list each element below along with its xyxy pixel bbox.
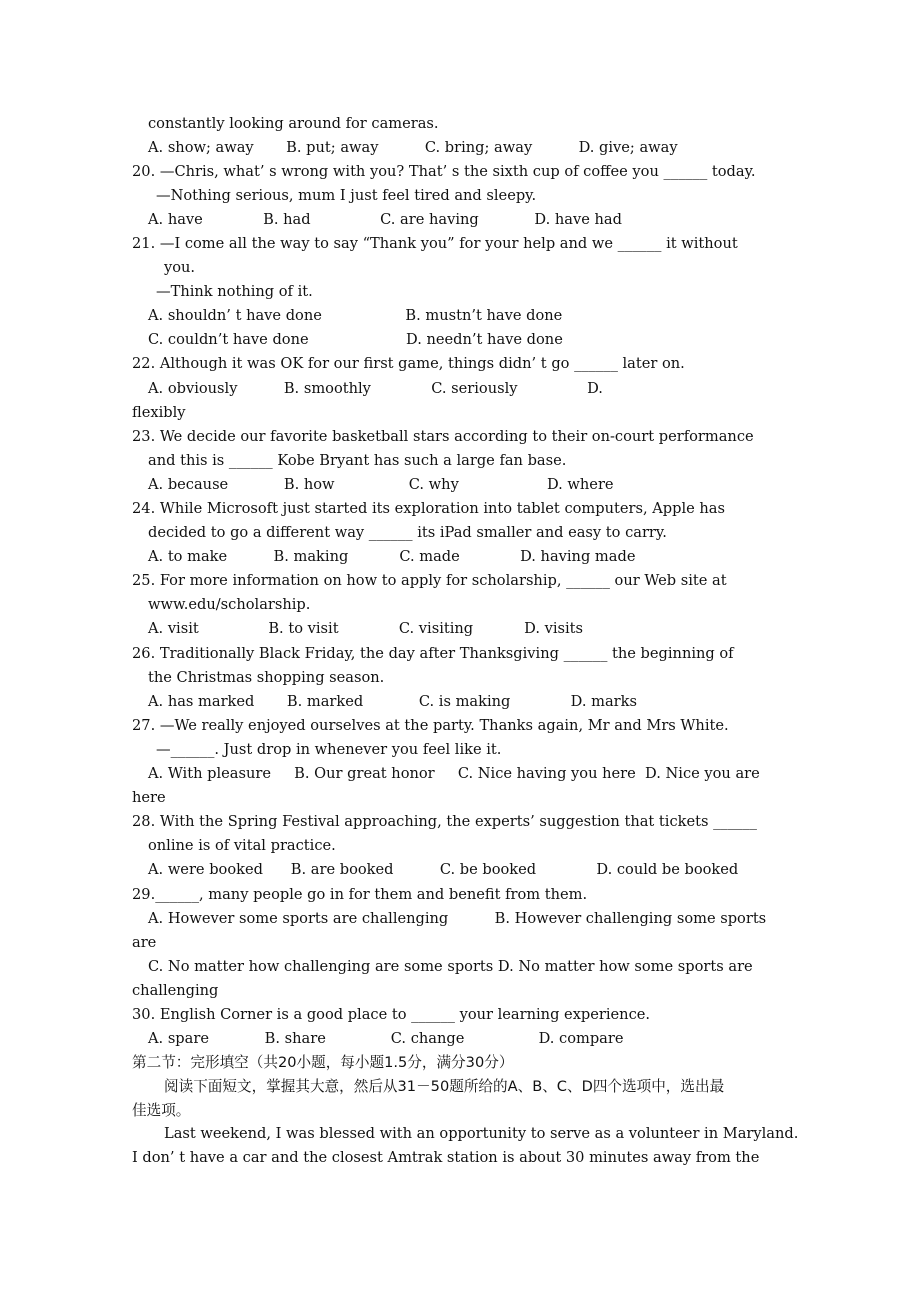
q26-question-cont: the Christmas shopping season. bbox=[148, 669, 385, 686]
q20-reply: —Nothing serious, mum I just feel tired and sleepy. bbox=[156, 187, 537, 204]
q29-options-ab-cont: are bbox=[132, 934, 157, 951]
q22-options: A. obviously B. smoothly C. seriously D. bbox=[148, 380, 603, 397]
q28-options: A. were booked B. are booked C. be booked D. could be booked bbox=[148, 861, 739, 878]
q21-question-cont: you. bbox=[164, 259, 196, 276]
q21-question: 21. —I come all the way to say “Thank you” for your help and we ______ it without bbox=[132, 235, 738, 252]
q21-options-cd: C. couldn’t have done D. needn’t have done bbox=[148, 331, 563, 348]
section-heading: 第二节：完形填空（共20小题，每小题1.5分，满分30分） bbox=[132, 1054, 514, 1071]
q28-question-cont: online is of vital practice. bbox=[148, 837, 336, 854]
q27-question: 27. —We really enjoyed ourselves at the party. Thanks again, Mr and Mrs White. bbox=[132, 717, 729, 734]
q23-options: A. because B. how C. why D. where bbox=[148, 476, 614, 493]
q22-options-cont: flexibly bbox=[132, 404, 186, 421]
q25-question-cont: www.edu/scholarship. bbox=[148, 596, 311, 613]
q27-options: A. With pleasure B. Our great honor C. Nice having you here D. Nice you are bbox=[148, 765, 760, 782]
q19-options: A. show; away B. put; away C. bring; away D. give; away bbox=[148, 139, 678, 156]
passage-line-2: I don’ t have a car and the closest Amtrak station is about 30 minutes away from the bbox=[132, 1149, 760, 1166]
q28-question: 28. With the Spring Festival approaching, the experts’ suggestion that tickets ______ bbox=[132, 813, 757, 830]
q22-question: 22. Although it was OK for our first game, things didn’ t go ______ later on. bbox=[132, 355, 685, 372]
q29-question: 29.______, many people go in for them and benefit from them. bbox=[132, 886, 588, 903]
q24-options: A. to make B. making C. made D. having made bbox=[148, 548, 636, 565]
q24-question: 24. While Microsoft just started its exploration into tablet computers, Apple has bbox=[132, 500, 725, 517]
q29-options-ab: A. However some sports are challenging B. However challenging some sports bbox=[148, 910, 767, 927]
q26-options: A. has marked B. marked C. is making D. marks bbox=[148, 693, 637, 710]
section-instructions: 阅读下面短文，掌握其大意，然后从31－50题所给的A、B、C、D四个选项中，选出最 bbox=[164, 1078, 725, 1095]
q21-options-ab: A. shouldn’ t have done B. mustn’t have done bbox=[148, 307, 563, 324]
q29-options-cd: C. No matter how challenging are some sports D. No matter how some sports are bbox=[148, 958, 753, 975]
q23-question-cont: and this is ______ Kobe Bryant has such a large fan base. bbox=[148, 452, 567, 469]
q25-question: 25. For more information on how to apply for scholarship, ______ our Web site at bbox=[132, 572, 727, 589]
q30-question: 30. English Corner is a good place to ______ your learning experience. bbox=[132, 1006, 651, 1023]
section-instructions-cont: 佳选项。 bbox=[132, 1102, 191, 1119]
q19-text-end: constantly looking around for cameras. bbox=[148, 115, 439, 132]
q27-reply: —______. Just drop in whenever you feel like it. bbox=[156, 741, 502, 758]
q21-reply: —Think nothing of it. bbox=[156, 283, 313, 300]
q24-question-cont: decided to go a different way ______ its iPad smaller and easy to carry. bbox=[148, 524, 667, 541]
q20-options: A. have B. had C. are having D. have had bbox=[148, 211, 622, 228]
q27-options-cont: here bbox=[132, 789, 166, 806]
q26-question: 26. Traditionally Black Friday, the day after Thanksgiving ______ the beginning of bbox=[132, 645, 734, 662]
q20-question: 20. —Chris, what’ s wrong with you? That’ s the sixth cup of coffee you ______ today. bbox=[132, 163, 756, 180]
q25-options: A. visit B. to visit C. visiting D. visits bbox=[148, 620, 584, 637]
q23-question: 23. We decide our favorite basketball stars according to their on-court performance bbox=[132, 428, 754, 445]
q30-options: A. spare B. share C. change D. compare bbox=[148, 1030, 624, 1047]
passage-line-1: Last weekend, I was blessed with an opportunity to serve as a volunteer in Maryland. bbox=[164, 1125, 799, 1142]
q29-options-cd-cont: challenging bbox=[132, 982, 219, 999]
